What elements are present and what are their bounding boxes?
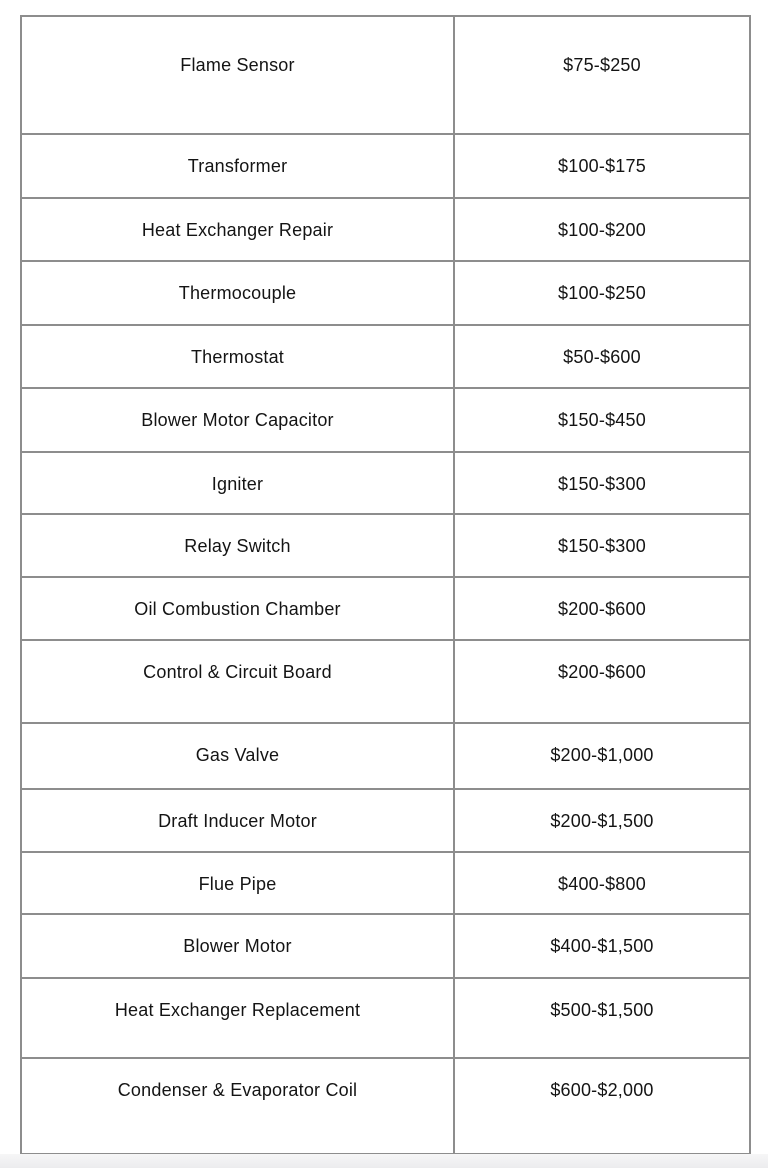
- page-bottom-strip: [0, 1154, 768, 1168]
- table-row: [21, 198, 750, 261]
- table-row: [21, 789, 750, 852]
- cost-range-cell: $100-$200: [454, 198, 750, 261]
- table-row: [21, 852, 750, 914]
- cost-range-cell: $200-$600: [454, 577, 750, 640]
- table-row: [21, 452, 750, 514]
- table-row: [21, 978, 750, 1058]
- cost-range-cell: $100-$250: [454, 261, 750, 325]
- table-row: [21, 577, 750, 640]
- cost-range-cell: $150-$450: [454, 388, 750, 452]
- table-row: [21, 134, 750, 198]
- part-name-cell: Blower Motor: [21, 914, 454, 978]
- table-row: [21, 1058, 750, 1154]
- table-row: [21, 388, 750, 452]
- cost-range-cell: $500-$1,500: [454, 978, 750, 1058]
- table-row: [21, 514, 750, 577]
- cost-range-cell: $50-$600: [454, 325, 750, 388]
- cost-range-cell: $100-$175: [454, 134, 750, 198]
- part-name-cell: Flame Sensor: [21, 16, 454, 134]
- table-row: [21, 914, 750, 978]
- table-row: [21, 723, 750, 789]
- part-name-cell: Blower Motor Capacitor: [21, 388, 454, 452]
- cost-range-cell: $75-$250: [454, 16, 750, 134]
- part-name-cell: Flue Pipe: [21, 852, 454, 914]
- part-name-cell: Relay Switch: [21, 514, 454, 577]
- cost-range-cell: $200-$1,000: [454, 723, 750, 789]
- part-name-cell: Control & Circuit Board: [21, 640, 454, 723]
- table-row: [21, 325, 750, 388]
- part-name-cell: Condenser & Evaporator Coil: [21, 1058, 454, 1154]
- part-name-cell: Gas Valve: [21, 723, 454, 789]
- part-name-cell: Draft Inducer Motor: [21, 789, 454, 852]
- part-name-cell: Oil Combustion Chamber: [21, 577, 454, 640]
- cost-range-cell: $150-$300: [454, 514, 750, 577]
- part-name-cell: Transformer: [21, 134, 454, 198]
- part-name-cell: Heat Exchanger Replacement: [21, 978, 454, 1058]
- table-row: [21, 640, 750, 723]
- table-row: [21, 261, 750, 325]
- cost-range-cell: $150-$300: [454, 452, 750, 514]
- part-name-cell: Igniter: [21, 452, 454, 514]
- part-name-cell: Thermocouple: [21, 261, 454, 325]
- part-name-cell: Thermostat: [21, 325, 454, 388]
- cost-range-cell: $400-$800: [454, 852, 750, 914]
- part-name-cell: Heat Exchanger Repair: [21, 198, 454, 261]
- cost-range-cell: $200-$600: [454, 640, 750, 723]
- cost-range-cell: $200-$1,500: [454, 789, 750, 852]
- cost-range-cell: $400-$1,500: [454, 914, 750, 978]
- part-cost-table: [20, 15, 751, 1155]
- table-row: [21, 16, 750, 134]
- cost-range-cell: $600-$2,000: [454, 1058, 750, 1154]
